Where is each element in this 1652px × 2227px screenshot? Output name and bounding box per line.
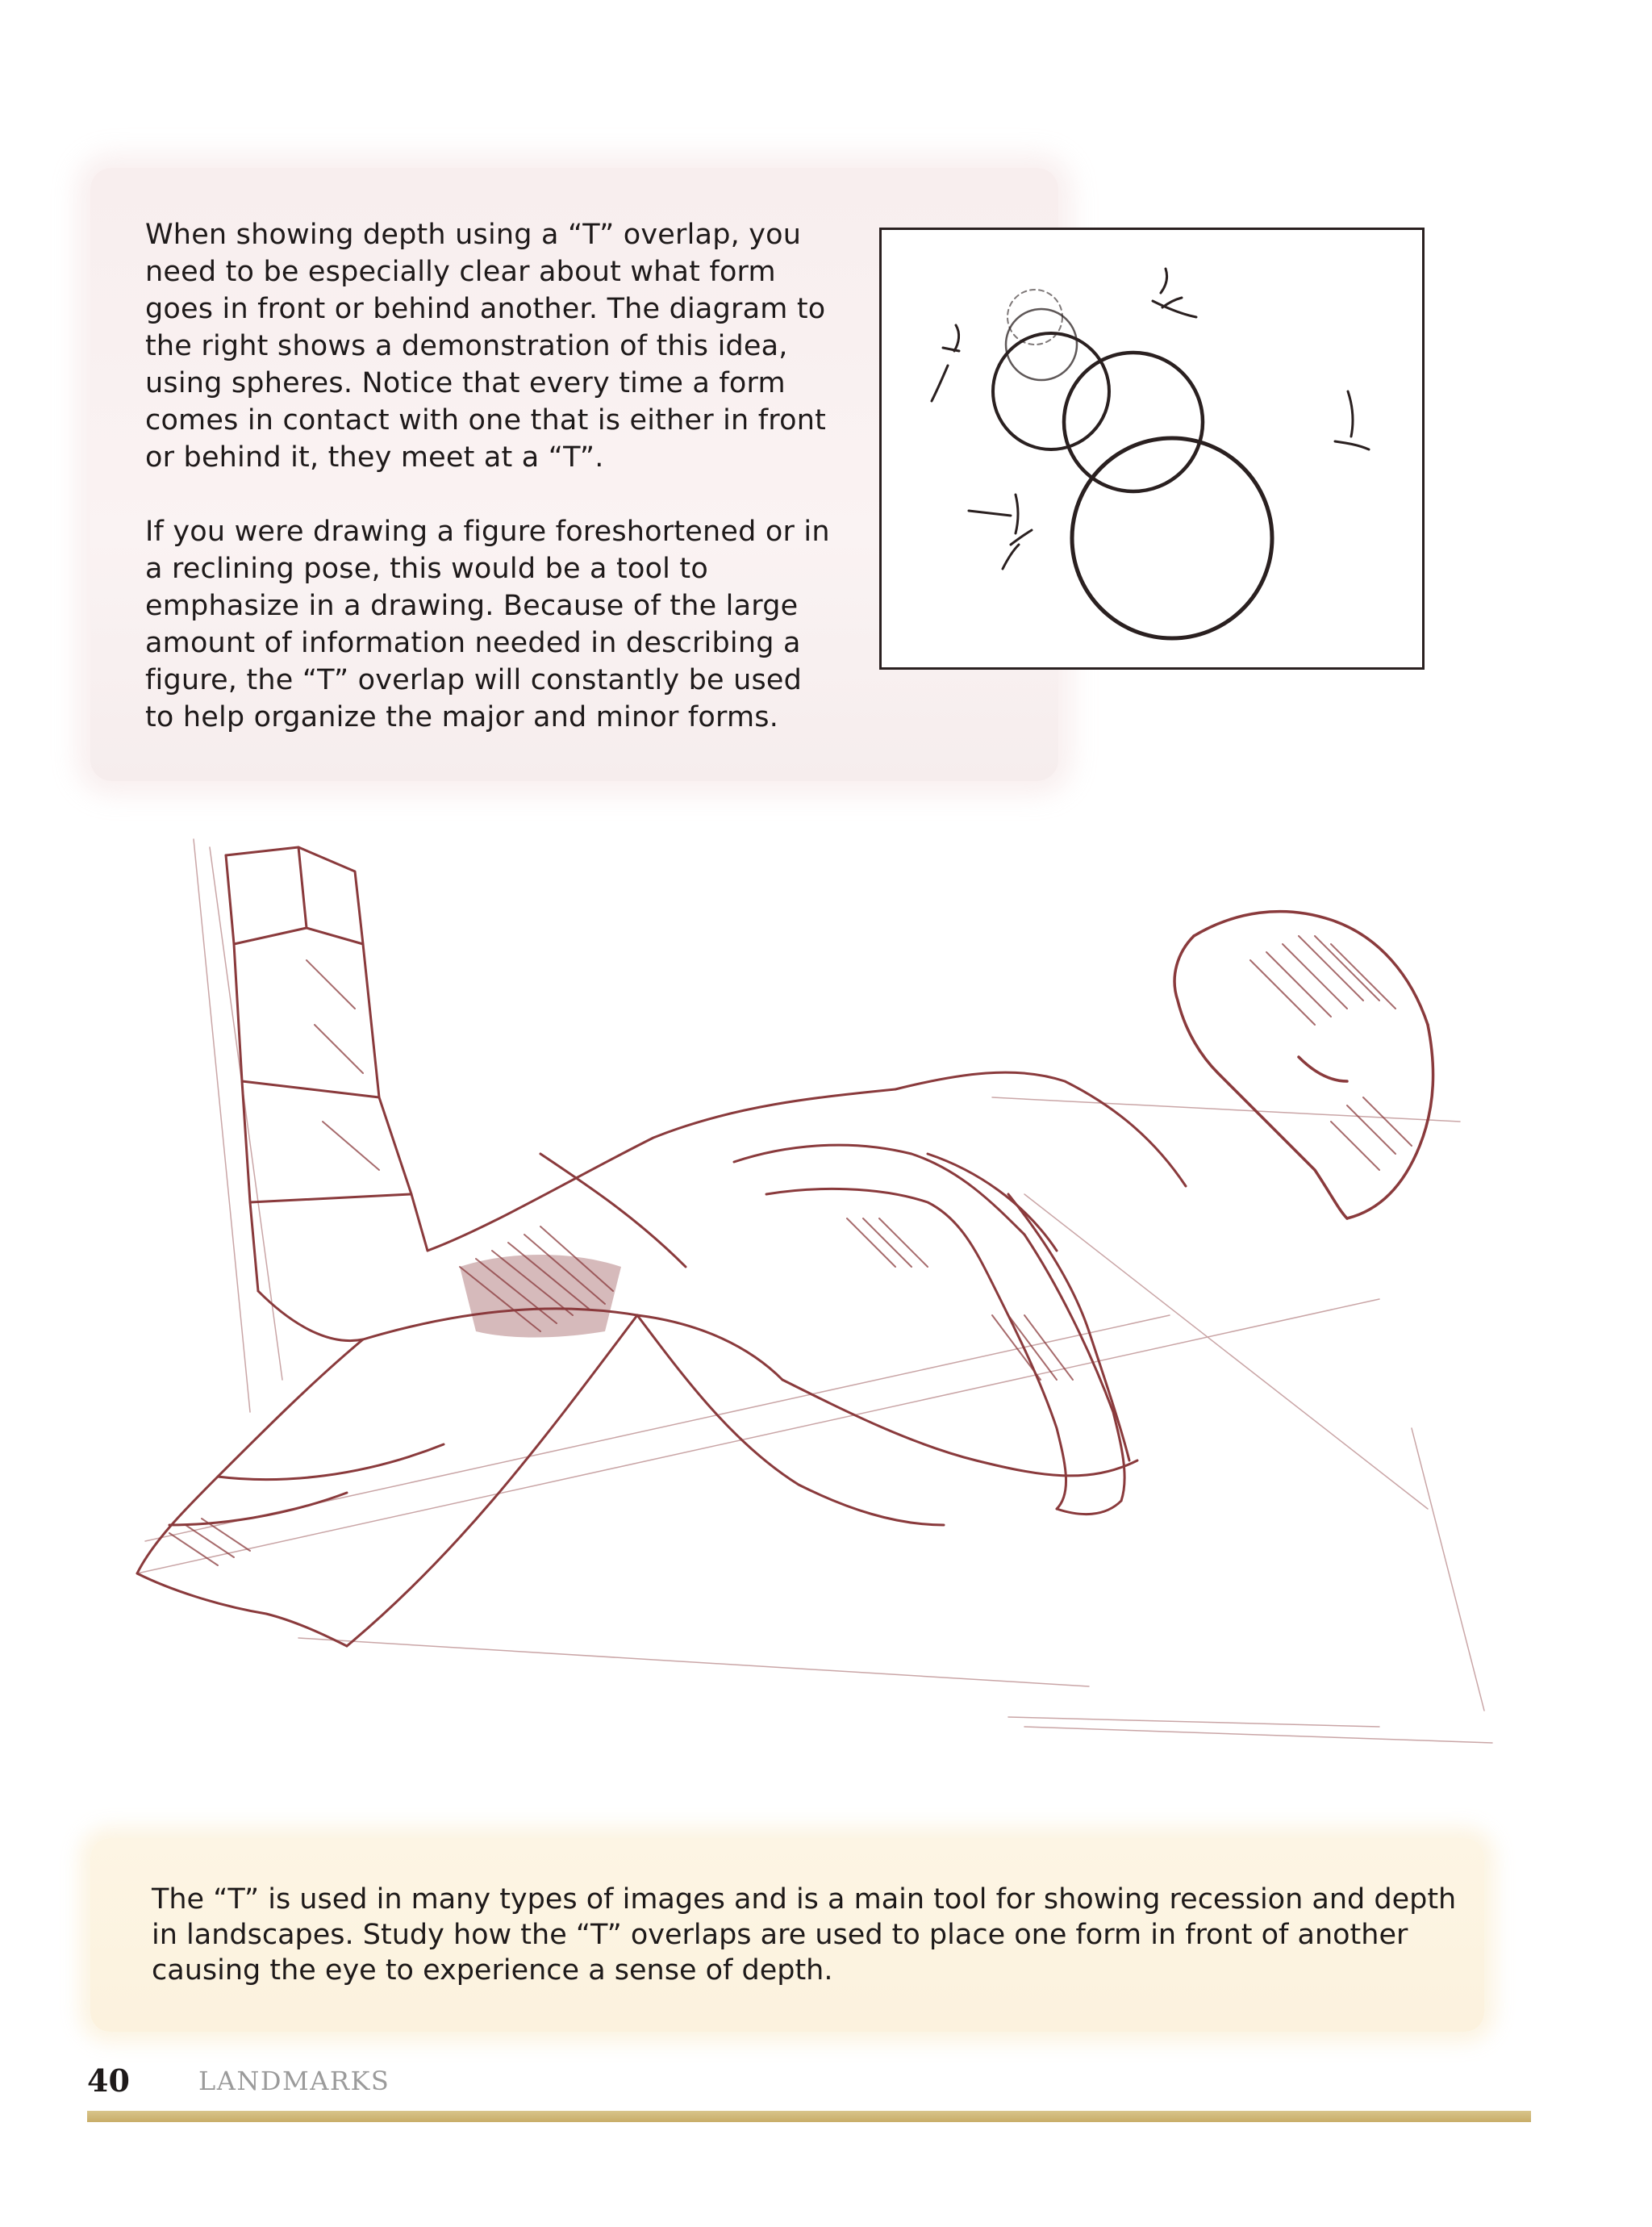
footer-rule [87, 2111, 1531, 2122]
hip-shadow [460, 1255, 621, 1338]
section-title: LANDMARKS [198, 2066, 390, 2096]
page-number: 40 [87, 2062, 130, 2099]
sphere-overlap-illustration [882, 230, 1422, 667]
extended-leg [137, 1315, 637, 1646]
t-mark-3 [1335, 391, 1369, 449]
sphere-2 [1064, 353, 1203, 491]
intro-text [145, 216, 839, 773]
t-mark-2 [1153, 269, 1196, 317]
raised-leg [226, 847, 428, 1341]
sphere-1 [993, 333, 1109, 449]
intro-paragraph-1: When showing depth using a “T” overlap, you need to be especially clear about what form goes in front or behind another. The diagram to the right shows a demonstration of this idea, using spheres. Notice that every time a form comes in contact with one that is either in front or behind it, they meet at a “T”. [145, 219, 827, 474]
sphere-diagram [879, 228, 1425, 670]
t-mark-4 [969, 495, 1032, 569]
caption-text: The “T” is used in many types of images and is a main tool for showing recession and depth in landscapes. Study how the “T” overlaps are used to place one form in front of another causing the eye to experience a sense of depth. [152, 1883, 1457, 1987]
head [1174, 912, 1433, 1218]
arms [734, 1145, 1124, 1514]
t-mark-1 [932, 325, 959, 401]
sphere-3 [1072, 438, 1272, 638]
reclining-figure-drawing [121, 815, 1508, 1783]
intro-paragraph-2: If you were drawing a figure foreshortened or in a reclining pose, this would be a tool to emphasize in a drawing. Because of the large amount of information needed in describing a figure, the “T” overlap will constantly be used to help organize the major and minor forms. [145, 516, 830, 733]
